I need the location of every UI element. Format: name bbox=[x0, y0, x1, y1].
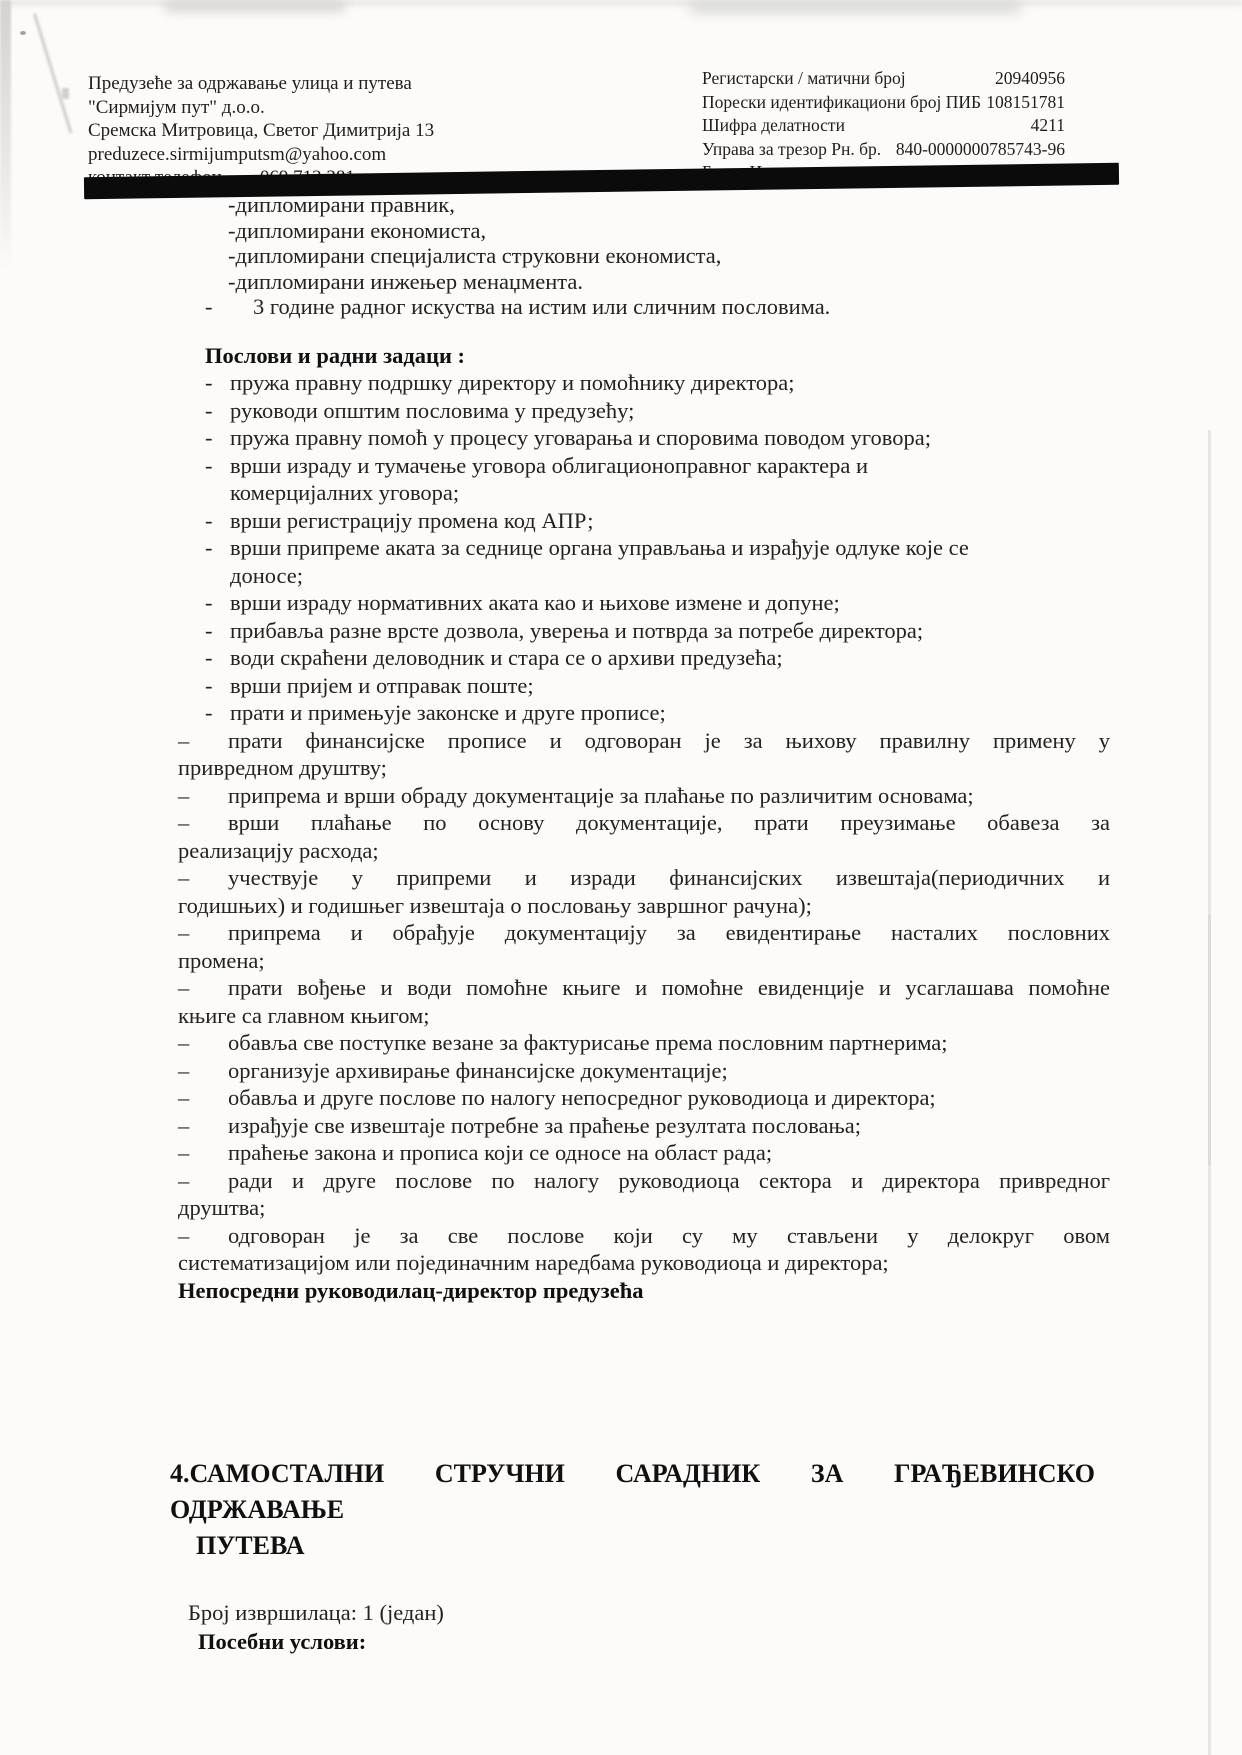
list-dash-marker: – bbox=[178, 1112, 190, 1138]
doc-line-text: праћење закона и прописа који се односе на област рада; bbox=[228, 1140, 773, 1165]
list-dash-marker: - bbox=[205, 617, 213, 643]
doc-line-text: ради и друге послове по налогу руководиоца сектора и директора привредног bbox=[228, 1167, 1110, 1193]
list-dash-marker: - bbox=[205, 507, 213, 533]
doc-line-duty-first bbox=[205, 424, 1242, 452]
doc-line-text: Непосредни руководилац-директор предузећа bbox=[178, 1277, 644, 1303]
doc-line-experience bbox=[205, 294, 1242, 320]
doc-line-fin-first-stretch bbox=[178, 864, 1110, 892]
list-dash-marker: – bbox=[178, 1085, 190, 1110]
list-dash-marker: - bbox=[205, 370, 213, 395]
registry-value: 108151781 bbox=[986, 91, 1065, 112]
registry-label: Регистарски / матични број bbox=[702, 68, 906, 88]
doc-line-text: припрема и обрађује документацију за евидентирање насталих пословних bbox=[228, 920, 1110, 945]
doc-line-text: пружа правну подршку директору и помоћнику директора; bbox=[230, 370, 795, 395]
doc-line-text: друштва; bbox=[178, 1195, 266, 1220]
doc-line-fin-cont bbox=[178, 837, 1110, 865]
list-dash-marker: – bbox=[178, 1140, 190, 1165]
list-dash-marker: – bbox=[178, 975, 190, 1000]
doc-line-executors bbox=[188, 1598, 1242, 1627]
doc-line-text: књиге са главном књигом; bbox=[178, 1002, 430, 1028]
doc-line-duty-first bbox=[205, 369, 1242, 397]
registry-label: Порески идентификациони број ПИБ bbox=[702, 91, 982, 112]
doc-line-fin-cont bbox=[178, 892, 1110, 920]
doc-line-fin-first bbox=[178, 1139, 1110, 1167]
doc-line-duty-first bbox=[205, 397, 1242, 425]
doc-line-text: Број извршилаца: 1 (један) bbox=[188, 1600, 444, 1625]
doc-line-duty-cont bbox=[230, 562, 1242, 590]
doc-line-qualification bbox=[228, 218, 1242, 244]
list-dash-marker: - bbox=[205, 590, 213, 615]
doc-line-section-heading bbox=[205, 342, 1242, 370]
doc-line-text: припрема и врши обраду документације за плаћање по различитим основама; bbox=[228, 782, 974, 808]
doc-line-duty-first bbox=[205, 534, 1242, 562]
doc-line-text: руководи општим пословима у предузећу; bbox=[230, 397, 635, 423]
list-dash-marker: – bbox=[178, 1222, 190, 1248]
doc-line-supervisor bbox=[178, 1277, 1242, 1305]
list-dash-marker: – bbox=[178, 920, 190, 945]
list-dash-marker: - bbox=[205, 397, 213, 423]
list-dash-marker: – bbox=[178, 1030, 190, 1055]
company-name-line: "Сирмијум пут" д.о.о. bbox=[88, 96, 265, 118]
list-dash-marker: - bbox=[205, 645, 213, 670]
doc-line-text: организује архивирање финансијске документације; bbox=[228, 1057, 728, 1083]
list-dash-marker: – bbox=[178, 1167, 190, 1193]
list-dash-marker: - bbox=[205, 672, 213, 698]
doc-line-fin-first bbox=[178, 1084, 1110, 1112]
doc-line-job-title-cont bbox=[196, 1528, 1242, 1564]
doc-line-text: одговоран је за све послове који су му стављени у делокруг овом bbox=[228, 1222, 1110, 1248]
list-dash-marker: – bbox=[178, 865, 190, 890]
doc-line-text: обавља све поступке везане за фактурисање према пословним партнерима; bbox=[228, 1030, 948, 1055]
doc-line-fin-cont bbox=[178, 1002, 1110, 1030]
list-dash-marker: – bbox=[178, 810, 190, 835]
registry-label: Шифра делатности bbox=[702, 115, 845, 135]
registry-value: 840-0000000785743-96 bbox=[895, 138, 1065, 159]
doc-line-text: прати вођење и води помоћне књиге и помоћне евиденције и усаглашава помоћне bbox=[228, 975, 1110, 1000]
doc-line-text: промена; bbox=[178, 947, 265, 973]
doc-line-fin-cont bbox=[178, 1249, 1110, 1277]
doc-line-fin-first-stretch bbox=[178, 809, 1110, 837]
doc-line-qualification bbox=[228, 269, 1242, 295]
doc-line-fin-first bbox=[178, 1057, 1110, 1085]
doc-line-text: ПУТЕВА bbox=[196, 1531, 305, 1560]
doc-line-duty-first bbox=[205, 452, 1242, 480]
list-dash-marker: – bbox=[178, 727, 190, 753]
doc-line-text: доносе; bbox=[230, 562, 304, 588]
doc-line-text: учествује у припреми и изради финансијских извештаја(периодичних и bbox=[228, 865, 1110, 890]
doc-line-text: 3 године радног искуства на истим или сличним пословима. bbox=[253, 294, 831, 319]
doc-line-special-conditions bbox=[198, 1627, 1242, 1656]
doc-line-fin-first bbox=[178, 782, 1110, 810]
doc-line-duty-cont bbox=[230, 479, 1242, 507]
doc-line-fin-cont bbox=[178, 947, 1110, 975]
doc-line-qualification bbox=[228, 192, 1242, 218]
doc-line-text: -дипломирани правник, bbox=[228, 192, 455, 217]
list-dash-marker: - bbox=[205, 700, 213, 725]
doc-line-text: обавља и друге послове по налогу непосредног руководиоца и директора; bbox=[228, 1085, 936, 1110]
doc-line-text: пружа правну помоћ у процесу уговарања и споровима поводом уговора; bbox=[230, 425, 931, 450]
doc-line-fin-first-stretch bbox=[178, 727, 1110, 755]
doc-line-qualification bbox=[228, 243, 1242, 269]
doc-line-text: прати финансијске прописе и одговоран је за њихову правилну примену у bbox=[228, 727, 1110, 753]
doc-line-text: привредном друштву; bbox=[178, 755, 387, 780]
doc-line-text: реализацију расхода; bbox=[178, 837, 379, 863]
doc-line-duty-first bbox=[205, 699, 1242, 727]
doc-line-text: израђује све извештаје потребне за праћење резултата пословања; bbox=[228, 1112, 862, 1138]
list-dash-marker: - bbox=[205, 425, 213, 450]
doc-line-text: врши израду нормативних аката као и њихове измене и допуне; bbox=[230, 590, 840, 615]
doc-line-duty-first bbox=[205, 589, 1242, 617]
doc-line-fin-first bbox=[178, 1029, 1110, 1057]
doc-line-fin-first-stretch bbox=[178, 1222, 1110, 1250]
doc-line-text: -дипломирани економиста, bbox=[228, 217, 487, 243]
doc-line-text: Послови и радни задаци : bbox=[205, 342, 466, 368]
list-dash-marker: - bbox=[205, 535, 213, 560]
doc-line-text: врши израду и тумачење уговора облигационоправног карактера и bbox=[230, 452, 869, 478]
company-email: preduzece.sirmijumputsm@yahoo.com bbox=[88, 143, 387, 165]
doc-line-duty-first bbox=[205, 672, 1242, 700]
doc-line-text: прати и примењује законске и друге прописе; bbox=[230, 700, 666, 725]
list-dash-marker: – bbox=[178, 782, 190, 808]
doc-line-text: комерцијалних уговора; bbox=[230, 480, 460, 505]
doc-line-duty-first bbox=[205, 644, 1242, 672]
doc-line-text: води скраћени деловодник и стара се о архиви предузећа; bbox=[230, 645, 783, 670]
doc-line-text: врши припреме аката за седнице органа управљања и израђује одлуке које се bbox=[230, 535, 969, 560]
doc-line-fin-first-stretch bbox=[178, 974, 1110, 1002]
doc-line-fin-first bbox=[178, 1112, 1110, 1140]
doc-line-fin-cont bbox=[178, 1194, 1110, 1222]
list-dash-marker: - bbox=[205, 294, 213, 319]
doc-line-text: Посебни услови: bbox=[198, 1629, 367, 1654]
doc-line-duty-first bbox=[205, 617, 1242, 645]
doc-line-text: -дипломирани инжењер менаџмента. bbox=[228, 268, 584, 294]
registry-value: 4211 bbox=[1030, 115, 1065, 135]
company-address-line: Сремска Митровица, Светог Димитрија 13 bbox=[88, 120, 435, 141]
list-dash-marker: – bbox=[178, 1057, 190, 1083]
doc-line-text: врши регистрацију промена код АПР; bbox=[230, 507, 594, 533]
doc-line-text: годишњих) и годишњег извештаја о пословању завршног рачуна); bbox=[178, 892, 812, 918]
doc-line-fin-cont bbox=[178, 754, 1110, 782]
doc-line-fin-first-stretch bbox=[178, 1167, 1110, 1195]
registry-value: 20940956 bbox=[995, 68, 1065, 88]
doc-line-text: прибавља разне врсте дозвола, уверења и потврда за потребе директора; bbox=[230, 617, 924, 643]
company-name-line: Предузеће за одржавање улица и путева bbox=[88, 73, 412, 94]
doc-line-job-title bbox=[170, 1456, 1095, 1528]
doc-line-text: врши плаћање по основу документације, прати преузимање обавеза за bbox=[228, 810, 1110, 835]
doc-line-fin-first-stretch bbox=[178, 919, 1110, 947]
doc-line-text: 4.САМОСТАЛНИ СТРУЧНИ САРАДНИК ЗА ГРАЂЕВИНСКО ОДРЖАВАЊЕ bbox=[170, 1459, 1095, 1524]
doc-line-text: -дипломирани специјалиста струковни економиста, bbox=[228, 243, 722, 268]
list-dash-marker: - bbox=[205, 452, 213, 478]
doc-line-duty-first bbox=[205, 507, 1242, 535]
registry-label: Управа за трезор Рн. бр. bbox=[702, 138, 882, 159]
doc-line-text: систематизацијом или појединачним наредбама руководиоца и директора; bbox=[178, 1250, 889, 1275]
doc-line-text: врши пријем и отправак поште; bbox=[230, 672, 534, 698]
